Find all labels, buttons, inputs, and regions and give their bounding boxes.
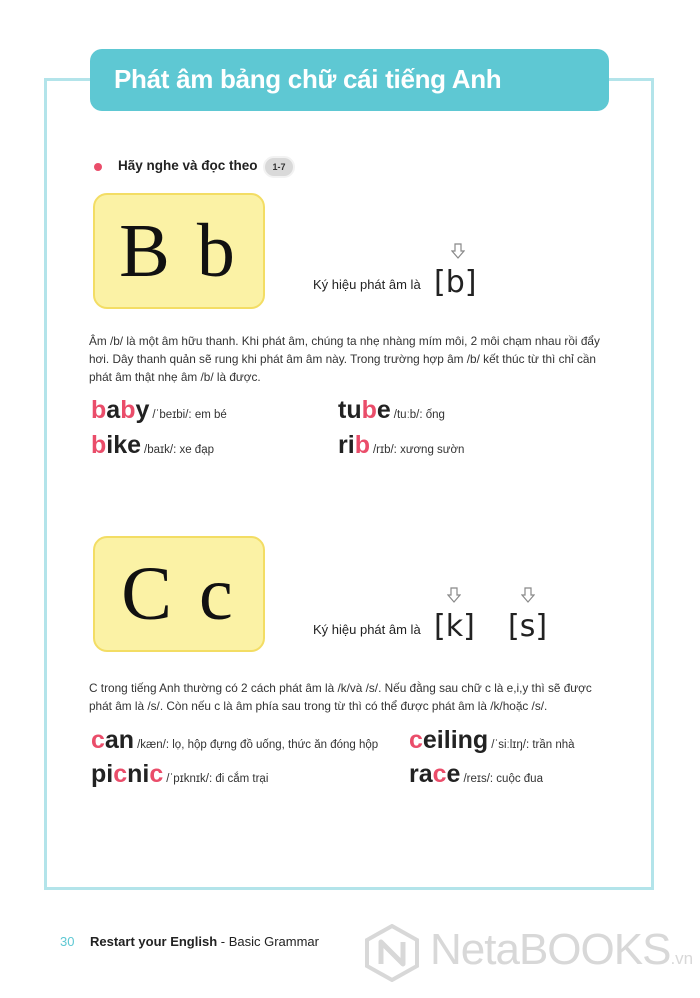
word-bike: bike <box>91 431 142 459</box>
title-bar <box>90 49 609 111</box>
ipa-symbol-b: [b] <box>434 265 477 300</box>
ipa-symbol-s: [s] <box>508 609 548 644</box>
word-tube: tube <box>338 396 391 424</box>
netabooks-logo-icon <box>364 924 420 982</box>
page-title: Phát âm bảng chữ cái tiếng Anh <box>114 64 502 94</box>
audio-track-badge[interactable]: 1-7 <box>263 156 295 178</box>
symbol-label-b: Ký hiệu phát âm là <box>313 277 421 292</box>
word-can: can <box>91 726 135 754</box>
ipa-symbol-k: [k] <box>434 609 475 644</box>
word-rib: rib <box>338 431 370 459</box>
word-item <box>91 726 378 755</box>
symbol-label-c: Ký hiệu phát âm là <box>313 622 421 637</box>
word-gloss: /baɪk/: xe đạp <box>144 444 214 456</box>
word-item <box>409 726 575 755</box>
word-gloss: /rɪb/: xương sườn <box>372 444 465 456</box>
word-item <box>91 396 227 425</box>
description-b: Âm /b/ là một âm hữu thanh. Khi phát âm, chúng ta nhẹ nhàng mím môi, 2 môi chạm nhau rồi đẩy hơi. Dây thanh quản sẽ rung khi phát âm âm này. Trong trường hợp âm /b/ kết thúc từ thì chỉ cần phát âm thật nhẹ âm /b/ là được. <box>89 334 600 384</box>
down-arrow-icon <box>451 243 465 259</box>
word-gloss: /tuːb/: ống <box>393 409 445 421</box>
bullet-icon <box>94 163 102 171</box>
word-gloss: /ˈsiːlɪŋ/: trần nhà <box>491 739 575 751</box>
page-number: 30 <box>60 934 75 949</box>
down-arrow-icon <box>521 587 535 603</box>
description-c: C trong tiếng Anh thường có 2 cách phát âm là /k/và /s/. Nếu đằng sau chữ c là e,i,y thì sẽ được phát âm là /s/. Còn nếu c là âm phía sau trong từ thì có thể được phát âm là /k/hoặc /s/. <box>89 681 592 713</box>
word-item <box>91 431 214 460</box>
watermark-text: NetaBOOKS.vn <box>430 925 694 974</box>
letter-card-c: C c <box>93 536 265 652</box>
word-gloss: /reɪs/: cuộc đua <box>463 773 543 785</box>
word-gloss: /ˈpɪknɪk/: đi cắm trại <box>166 773 269 785</box>
word-picnic: picnic <box>91 760 164 788</box>
instruction-text: Hãy nghe và đọc theo <box>118 158 258 173</box>
word-item <box>338 431 464 460</box>
word-gloss: /ˈbeɪbi/: em bé <box>152 409 227 421</box>
word-ceiling: ceiling <box>409 726 489 754</box>
down-arrow-icon <box>447 587 461 603</box>
word-gloss: /kæn/: lọ, hộp đựng đồ uống, thức ăn đóng hộp <box>137 739 379 751</box>
word-item <box>409 760 543 789</box>
word-race: race <box>409 760 461 788</box>
letter-card-b: B b <box>93 193 265 309</box>
word-baby: baby <box>91 396 150 424</box>
book-title: Restart your English - Basic Grammar <box>90 934 319 949</box>
word-item <box>91 760 268 789</box>
word-item <box>338 396 445 425</box>
